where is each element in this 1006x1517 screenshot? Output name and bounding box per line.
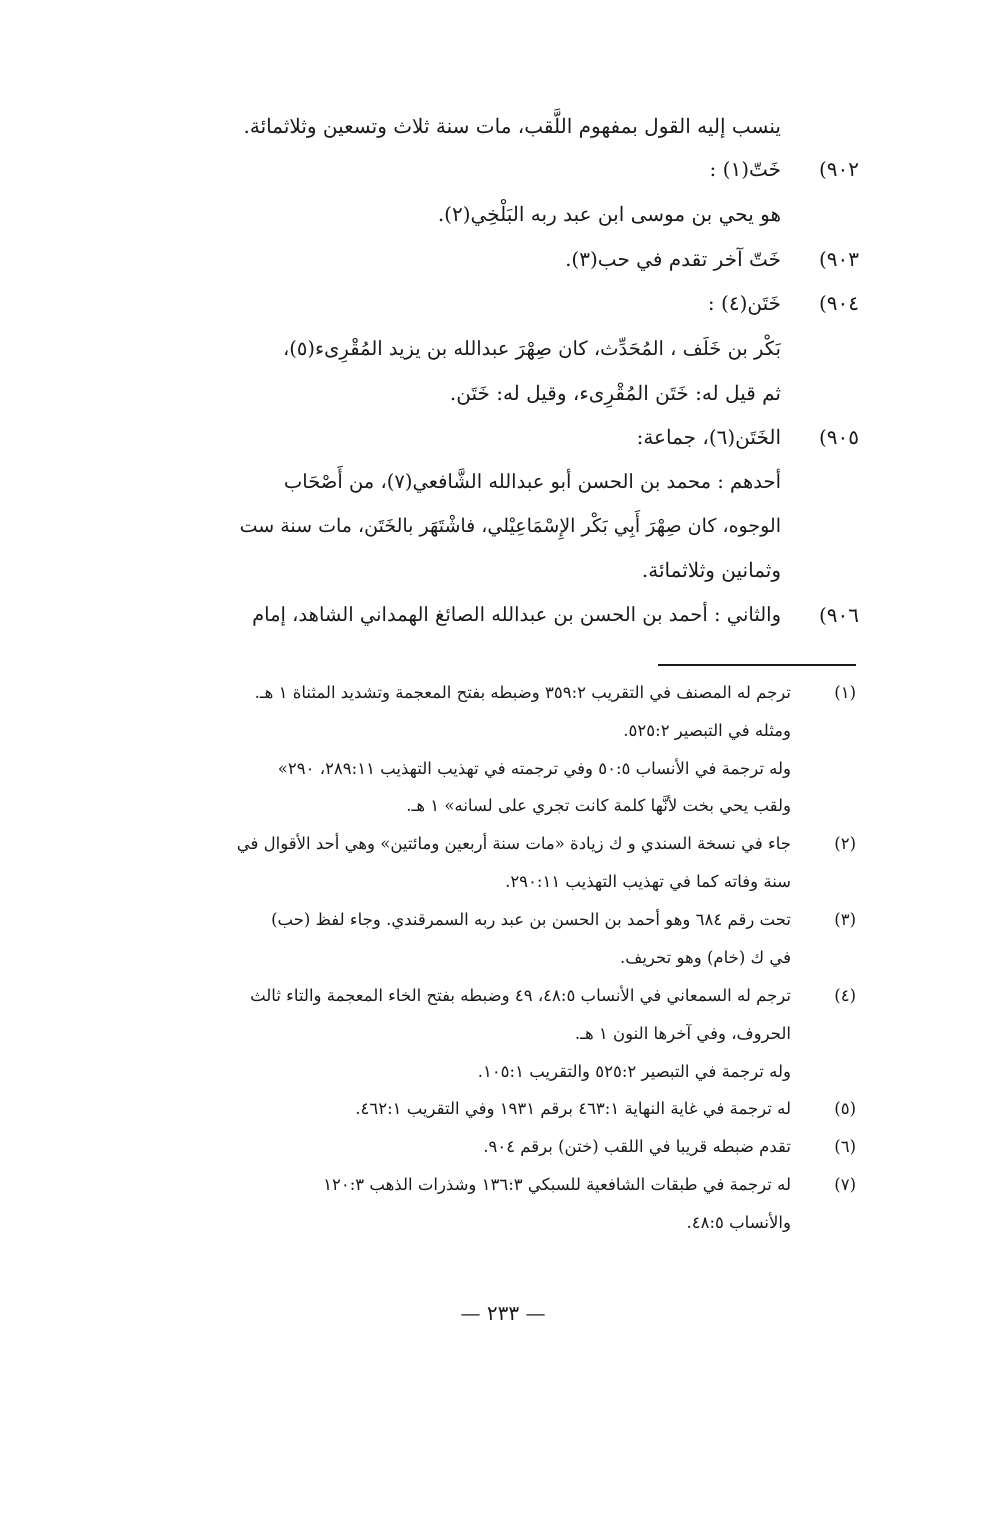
footnote-line: ولقب يحي بخت لأنَّها كلمة كانت تجري على لسانه» ١ هـ. bbox=[406, 796, 791, 815]
footnote-number: (٥) bbox=[834, 1099, 856, 1118]
entry-number: ٩٠٢) bbox=[818, 157, 859, 181]
footnote-number: (٧) bbox=[834, 1175, 856, 1194]
entry-number: ٩٠٥) bbox=[818, 425, 859, 449]
main-line: الوجوه، كان صِهْرَ أَبِي بَكْر الإِسْمَاعِيْلي، فاشْتَهَر بالخَتَن، مات سنة ست bbox=[239, 515, 781, 537]
footnote-number: (٣) bbox=[834, 910, 856, 929]
footnote-line: له ترجمة في غاية النهاية ٤٦٣:١ برقم ١٩٣١ وفي التقريب ٤٦٢:١. bbox=[355, 1099, 791, 1118]
footnote-line: ترجم له المصنف في التقريب ٣٥٩:٢ وضبطه بفتح المعجمة وتشديد المثناة ١ هـ. bbox=[254, 683, 791, 702]
footnote-line: له ترجمة في طبقات الشافعية للسبكي ١٣٦:٣ وشذرات الذهب ١٢٠:٣ bbox=[323, 1175, 791, 1194]
main-line: بَكْر بن خَلَف ، المُحَدِّث، كان صِهْرَ عبدالله بن يزيد المُقْرِىء(٥)، bbox=[283, 337, 781, 360]
footnote-line: ترجم له السمعاني في الأنساب ٤٨:٥، ٤٩ وضبطه بفتح الخاء المعجمة والتاء ثالث bbox=[250, 986, 791, 1005]
footnote-line: الحروف، وفي آخرها النون ١ هـ. bbox=[574, 1024, 791, 1043]
footnote-line: وله ترجمة في التبصير ٥٢٥:٢ والتقريب ١٠٥:١. bbox=[477, 1062, 791, 1081]
footnote-number: (٦) bbox=[834, 1137, 856, 1156]
entry-heading: الخَتَن(٦)، جماعة: bbox=[636, 425, 781, 449]
footnote-line: والأنساب ٤٨:٥. bbox=[686, 1213, 791, 1232]
main-line: ثم قيل له: خَتَن المُقْرِىء، وقيل له: خَتَن. bbox=[449, 381, 781, 405]
page-number: — ٢٣٣ — bbox=[460, 1301, 546, 1325]
entry-number: ٩٠٣) bbox=[818, 247, 859, 271]
entry-heading: خَتّ آخر تقدم في حب(٣). bbox=[565, 247, 781, 271]
entry-number: ٩٠٦) bbox=[818, 603, 859, 627]
footnote-line: في ك (خام) وهو تحريف. bbox=[620, 948, 791, 967]
footnote-number: (٢) bbox=[834, 834, 856, 853]
main-line: أحدهم : محمد بن الحسن أبو عبدالله الشَّافعي(٧)، من أَصْحَاب bbox=[283, 470, 781, 493]
footnote-number: (٤) bbox=[834, 986, 856, 1005]
entry-heading: خَتّ(١) : bbox=[709, 157, 781, 181]
footnote-line: تقدم ضبطه قريبا في اللقب (ختن) برقم ٩٠٤. bbox=[483, 1137, 791, 1156]
main-line: ينسب إليه القول بمفهوم اللَّقب، مات سنة ثلاث وتسعين وثلاثمائة. bbox=[243, 114, 781, 138]
footnote-separator bbox=[658, 664, 856, 666]
footnote-line: تحت رقم ٦٨٤ وهو أحمد بن الحسن بن عبد ربه السمرقندي. وجاء لفظ (حب) bbox=[271, 910, 791, 929]
footnote-line: ومثله في التبصير ٥٢٥:٢. bbox=[623, 721, 791, 740]
main-line: هو يحي بن موسى ابن عبد ربه البَلْخِي(٢). bbox=[437, 202, 781, 226]
footnote-line: وله ترجمة في الأنساب ٥٠:٥ وفي ترجمته في تهذيب التهذيب ٢٨٩:١١، ٢٩٠» bbox=[277, 759, 791, 778]
footnote-line: سنة وفاته كما في تهذيب التهذيب ٢٩٠:١١. bbox=[505, 872, 791, 891]
entry-number: ٩٠٤) bbox=[818, 291, 859, 315]
main-line: وثمانين وثلاثمائة. bbox=[641, 558, 781, 582]
main-line: والثاني : أحمد بن الحسن بن عبدالله الصائغ الهمداني الشاهد، إمام bbox=[252, 603, 781, 626]
footnote-line: جاء في نسخة السندي و ك زيادة «مات سنة أربعين ومائتين» وهي أحد الأقوال في bbox=[236, 834, 791, 853]
entry-heading: خَتَن(٤) : bbox=[707, 291, 781, 315]
footnote-number: (١) bbox=[834, 683, 856, 702]
